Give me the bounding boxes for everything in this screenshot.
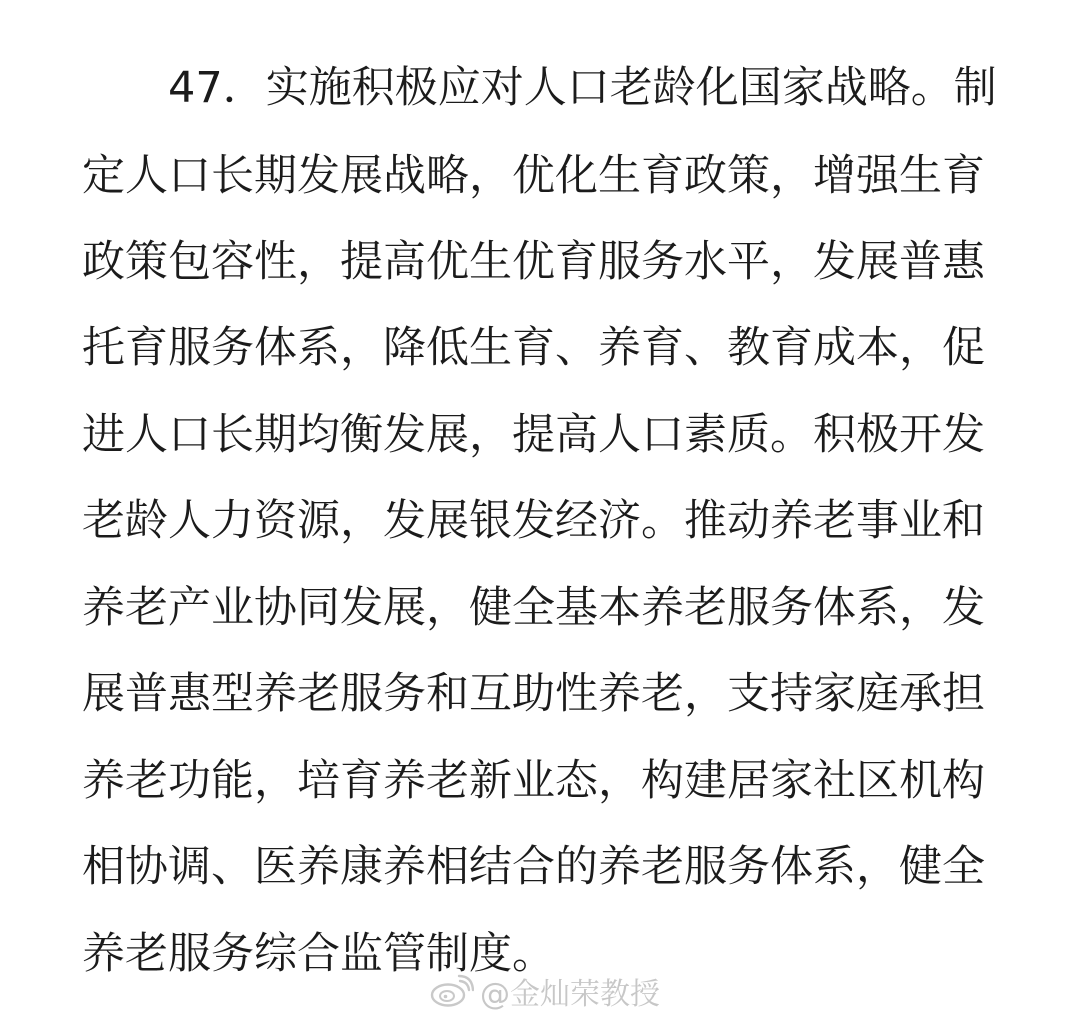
paragraph-line-10: 相协调、医养康养相结合的养老服务体系，健全 xyxy=(82,842,985,892)
paragraph-line-8: 展普惠型养老服务和互助性养老，支持家庭承担 xyxy=(82,669,985,719)
paragraph-line-1: 47．实施积极应对人口老龄化国家战略。制 xyxy=(168,63,997,113)
paragraph-line-11: 养老服务综合监管制度。 xyxy=(82,929,555,979)
paragraph-line-4: 托育服务体系，降低生育、养育、教育成本，促 xyxy=(82,323,985,373)
paragraph-line-2: 定人口长期发展战略，优化生育政策，增强生育 xyxy=(82,151,985,201)
paragraph-line-6: 老龄人力资源，发展银发经济。推动养老事业和 xyxy=(82,496,985,546)
paragraph-line-3: 政策包容性，提高优生优育服务水平，发展普惠 xyxy=(82,237,985,287)
watermark xyxy=(430,970,660,1012)
paragraph-line-7: 养老产业协同发展，健全基本养老服务体系，发 xyxy=(82,583,985,633)
paragraph-line-9: 养老功能，培育养老新业态，构建居家社区机构 xyxy=(82,756,985,806)
watermark-text: @金灿荣教授 xyxy=(480,977,660,1012)
weibo-logo-icon xyxy=(430,974,474,1008)
paragraph-line-5: 进人口长期均衡发展，提高人口素质。积极开发 xyxy=(82,410,985,460)
